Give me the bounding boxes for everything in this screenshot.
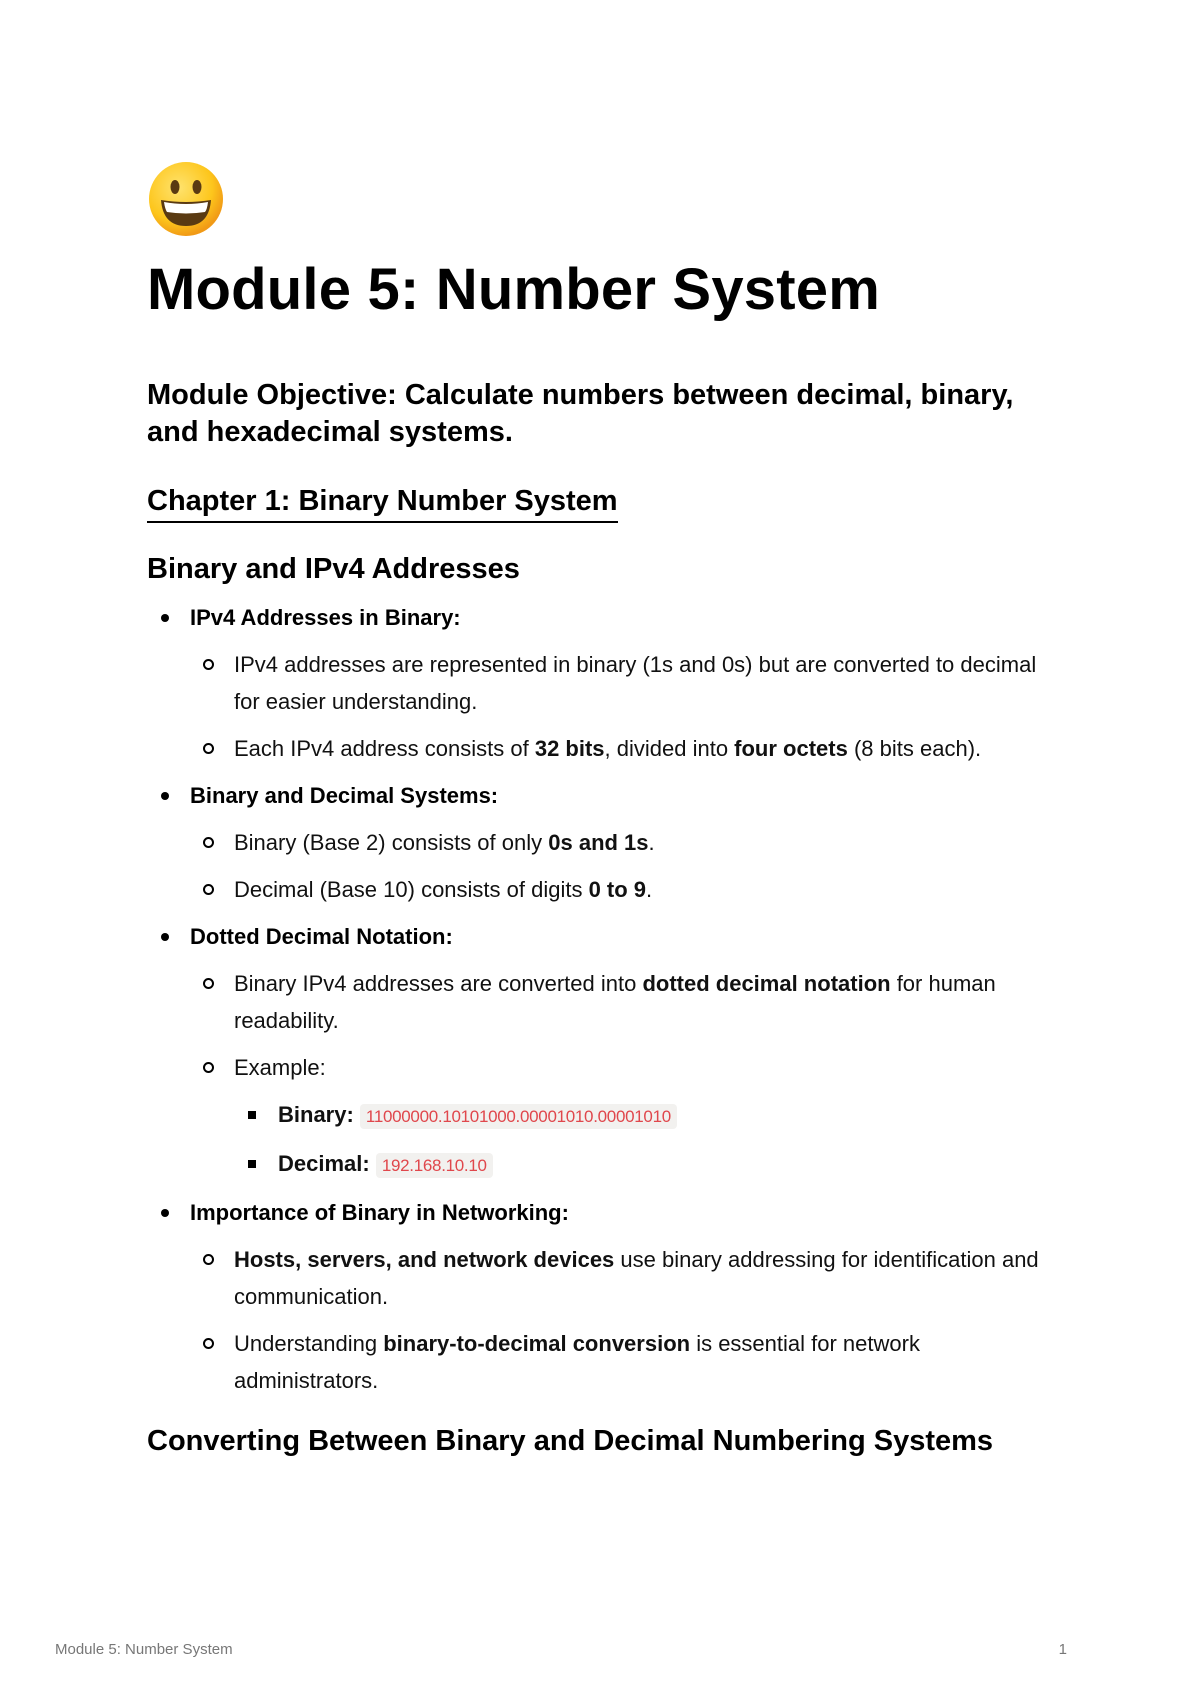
list-item — [234, 1145, 1067, 1184]
list-item-text: Binary (Base 2) consists of only — [234, 830, 549, 855]
list-item-text: for human readability. — [234, 971, 996, 1033]
list-item-text: is essential for network administrators. — [234, 1331, 920, 1393]
list-item — [147, 777, 1067, 908]
list-item-text: Each IPv4 address consists of — [234, 736, 535, 761]
document-page — [147, 160, 1067, 1461]
module-objective: Module Objective: Calculate numbers between decimal, binary, and hexadecimal systems. — [147, 379, 1014, 448]
grinning-face-icon — [147, 160, 225, 238]
bullet-circle-icon — [203, 1338, 214, 1349]
code-binary-address: 11000000.10101000.00001010.00001010 — [360, 1104, 677, 1129]
list-item-heading: Dotted Decimal Notation: — [190, 924, 453, 949]
bold-text: binary-to-decimal conversion — [383, 1331, 691, 1356]
example-label-decimal: Decimal: — [278, 1151, 370, 1176]
list-item — [190, 1049, 1067, 1184]
bullet-disc-icon — [161, 614, 169, 622]
list-item-heading: Binary and Decimal Systems: — [190, 783, 499, 808]
bold-text: dotted decimal notation — [642, 971, 891, 996]
bold-text: four octets — [734, 736, 848, 761]
list-item-heading: Importance of Binary in Networking: — [190, 1200, 569, 1225]
list-item — [190, 1325, 1067, 1399]
list-item — [190, 730, 1067, 767]
list-item-text: (8 bits each). — [847, 736, 982, 761]
list-item-text: Understanding — [234, 1331, 384, 1356]
list-item — [190, 646, 1067, 720]
bullet-circle-icon — [203, 743, 214, 754]
section-heading-binary-ipv4: Binary and IPv4 Addresses — [147, 553, 520, 585]
chapter-heading: Chapter 1: Binary Number System — [147, 481, 618, 523]
bullet-circle-icon — [203, 659, 214, 670]
list-item — [234, 1096, 1067, 1135]
bullet-disc-icon — [161, 792, 169, 800]
list-item-text: . — [646, 877, 653, 902]
code-decimal-address: 192.168.10.10 — [376, 1153, 493, 1178]
bullet-square-icon — [248, 1111, 256, 1119]
bullet-square-icon — [248, 1160, 256, 1168]
list-item — [147, 1194, 1067, 1399]
bullet-disc-icon — [161, 933, 169, 941]
bullet-circle-icon — [203, 884, 214, 895]
list-item — [147, 918, 1067, 1184]
list-item — [190, 965, 1067, 1039]
example-label-binary: Binary: — [278, 1102, 354, 1127]
footer-page-number: 1 — [1058, 1641, 1067, 1658]
bullet-list — [147, 599, 1067, 1399]
bullet-circle-icon — [203, 978, 214, 989]
bold-text: Hosts, servers, and network devices — [234, 1247, 615, 1272]
list-item — [147, 599, 1067, 767]
bold-text: 0 to 9 — [588, 877, 647, 902]
list-item-text: use binary addressing for identification and communication. — [234, 1247, 1039, 1309]
bold-text: 32 bits — [534, 736, 605, 761]
list-item — [190, 871, 1067, 908]
list-item-text: IPv4 addresses are represented in binary (1s and 0s) but are converted to decimal for easier understanding. — [234, 652, 1037, 714]
bullet-disc-icon — [161, 1209, 169, 1217]
list-item — [190, 1241, 1067, 1315]
list-item-text: Example: — [234, 1055, 326, 1080]
list-item-text: Decimal (Base 10) consists of digits — [234, 877, 589, 902]
footer-title: Module 5: Number System — [55, 1641, 233, 1658]
list-item-text: . — [648, 830, 655, 855]
bullet-circle-icon — [203, 837, 214, 848]
list-item-heading: IPv4 Addresses in Binary: — [190, 605, 461, 630]
bullet-circle-icon — [203, 1062, 214, 1073]
bullet-circle-icon — [203, 1254, 214, 1265]
list-item-text: , divided into — [604, 736, 735, 761]
section-heading-converting: Converting Between Binary and Decimal Numbering Systems — [147, 1425, 994, 1457]
page-title: Module 5: Number System — [147, 257, 880, 322]
list-item-text: Binary IPv4 addresses are converted into — [234, 971, 643, 996]
bold-text: 0s and 1s — [548, 830, 649, 855]
list-item — [190, 824, 1067, 861]
